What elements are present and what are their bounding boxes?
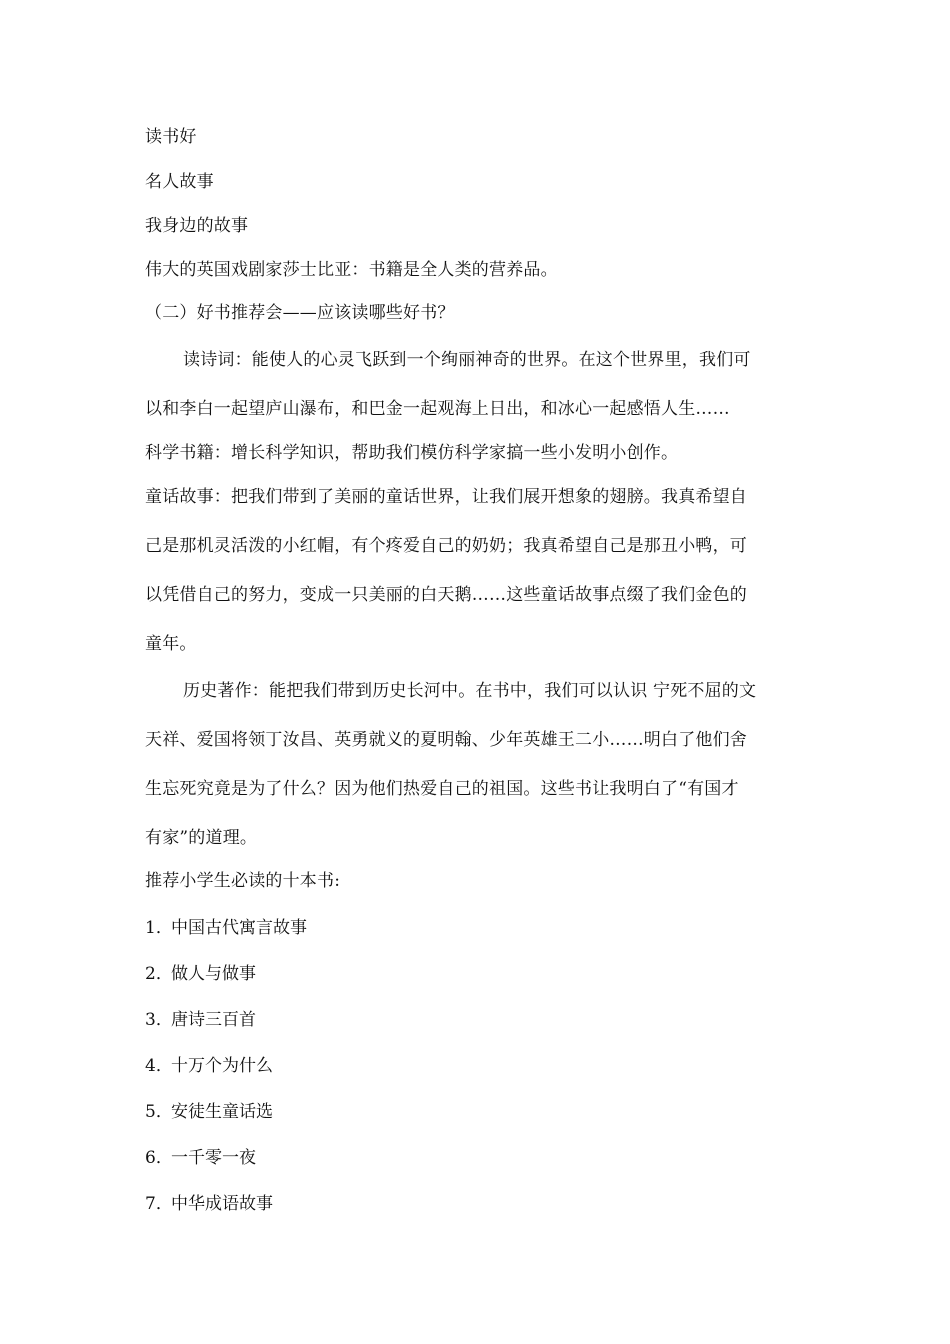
list-item-number: 5．: [145, 1102, 173, 1122]
list-item: [145, 1193, 273, 1215]
paragraph-fairy-tales-line-3: 以凭借自己的努力，变成一只美丽的白天鹅……这些童话故事点缀了我们金色的: [145, 585, 747, 605]
list-item-title: 中华成语故事: [171, 1194, 273, 1214]
section-heading-book-recommendation: （二）好书推荐会——应该读哪些好书？: [145, 303, 455, 323]
paragraph-history-line-3: 生忘死究竟是为了什么？因为他们热爱自己的祖国。这些书让我明白了“有国才: [145, 779, 739, 799]
list-item: [145, 1101, 273, 1123]
recommended-books-heading: 推荐小学生必读的十本书:: [145, 871, 341, 891]
heading-stories-around-me: 我身边的故事: [145, 216, 249, 236]
list-item: [145, 917, 307, 939]
list-item-number: 6．: [145, 1148, 173, 1168]
list-item-title: 中国古代寓言故事: [171, 918, 307, 938]
list-item: [145, 1147, 256, 1169]
paragraph-history-line-4: 有家”的道理。: [145, 828, 258, 848]
list-item-title: 安徒生童话选: [171, 1102, 273, 1122]
list-item: [145, 963, 256, 985]
heading-read-books-good: 读书好: [145, 127, 197, 147]
heading-famous-stories: 名人故事: [145, 172, 214, 192]
list-item-number: 1．: [145, 918, 173, 938]
list-item: [145, 1009, 256, 1031]
list-item-title: 唐诗三百首: [171, 1010, 256, 1030]
paragraph-science-books: 科学书籍：增长科学知识，帮助我们模仿科学家搞一些小发明小创作。: [145, 443, 679, 463]
paragraph-poetry-line-1: 读诗词：能使人的心灵飞跃到一个绚丽神奇的世界。在这个世界里，我们可: [183, 350, 751, 370]
list-item-title: 十万个为什么: [171, 1056, 273, 1076]
list-item: [145, 1055, 273, 1077]
paragraph-fairy-tales-line-4: 童年。: [145, 634, 197, 654]
paragraph-fairy-tales-line-1: 童话故事：把我们带到了美丽的童话世界，让我们展开想象的翅膀。我真希望自: [145, 487, 747, 507]
paragraph-fairy-tales-line-2: 己是那机灵活泼的小红帽，有个疼爱自己的奶奶；我真希望自己是那丑小鸭，可: [145, 536, 747, 556]
list-item-number: 3．: [145, 1010, 173, 1030]
list-item-number: 7．: [145, 1194, 173, 1214]
paragraph-history-line-1: 历史著作：能把我们带到历史长河中。在书中，我们可以认识 宁死不屈的文: [183, 681, 757, 701]
paragraph-history-line-2: 天祥、爱国将领丁汝昌、英勇就义的夏明翰、少年英雄王二小……明白了他们舍: [145, 730, 747, 750]
list-item-number: 4．: [145, 1056, 173, 1076]
list-item-title: 一千零一夜: [171, 1148, 256, 1168]
paragraph-poetry-line-2: 以和李白一起望庐山瀑布，和巴金一起观海上日出，和冰心一起感悟人生……: [145, 399, 730, 419]
list-item-number: 2．: [145, 964, 173, 984]
shakespeare-quote: 伟大的英国戏剧家莎士比亚：书籍是全人类的营养品。: [145, 260, 558, 280]
list-item-title: 做人与做事: [171, 964, 256, 984]
